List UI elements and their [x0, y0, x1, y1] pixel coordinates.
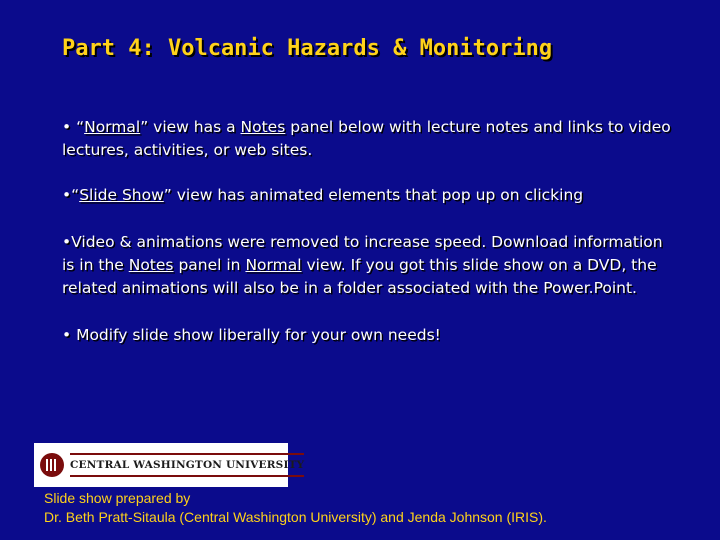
bullet-slide-show	[62, 184, 672, 207]
credits-line-2: Dr. Beth Pratt-Sitaula (Central Washington University) and Jenda Johnson (IRIS).	[44, 509, 547, 525]
cwu-logo	[34, 443, 305, 487]
slide-show-link: Slide Show	[79, 186, 164, 204]
bullet-text: •“	[62, 186, 80, 204]
normal-view-link: Normal	[245, 256, 302, 274]
bullet-text: ” view has a	[140, 118, 241, 136]
bullet-text: • “	[62, 118, 85, 136]
bullet-video-animations	[62, 231, 672, 300]
slide-body	[62, 116, 672, 369]
notes-link: Notes	[240, 118, 286, 136]
bullet-text: view. If you got this slide show on a DVD, the related animations will also be in a folder associated with the Power.Point.	[62, 256, 657, 297]
bullet-modify	[62, 324, 672, 347]
bullet-text: • Modify slide show liberally for your own needs!	[62, 326, 441, 344]
university-seal-icon	[40, 453, 64, 477]
bullet-text: •Video & animations were removed to increase speed. Download information is in the	[62, 233, 663, 274]
credits	[44, 489, 547, 527]
logo-bar	[70, 453, 304, 477]
bullet-text: panel in	[173, 256, 246, 274]
bullet-text: panel below with lecture notes and links to video lectures, activities, or web sites.	[62, 118, 671, 159]
credits-line-1: Slide show prepared by	[44, 490, 191, 506]
bullet-normal-view	[62, 116, 672, 162]
notes-link: Notes	[128, 256, 174, 274]
normal-view-link: Normal	[84, 118, 141, 136]
bullet-text: ” view has animated elements that pop up on clicking	[163, 186, 584, 204]
logo-text: CENTRAL WASHINGTON UNIVERSITY	[70, 459, 305, 471]
slide-title: Part 4: Volcanic Hazards & Monitoring	[62, 36, 553, 61]
